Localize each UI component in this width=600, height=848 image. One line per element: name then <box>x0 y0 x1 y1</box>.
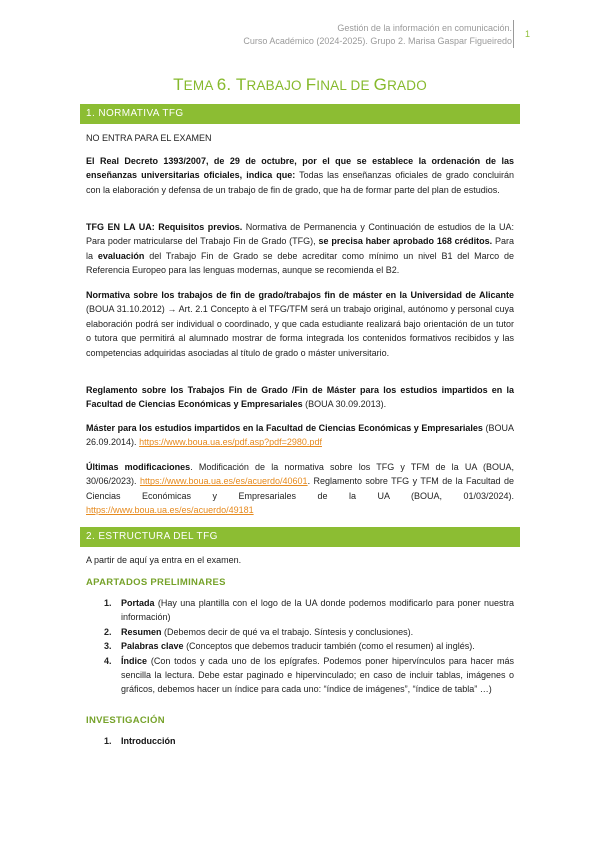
paragraph-text: Todas las enseñanzas oficiales de grado concluirán con la elaboración y defensa de un trabajo de fin de grado, que ha de formar parte del plan de estudios. <box>86 170 514 195</box>
list-apartados <box>104 596 514 697</box>
list-investigacion <box>104 734 514 748</box>
paragraph-bold: Normativa sobre los trabajos de fin de grado/trabajos fin de máster en la Universidad de Alicante <box>86 290 514 300</box>
paragraph-text: A partir de aquí ya entra en el examen. <box>86 555 242 565</box>
list-item-text: (Con todos y cada uno de los epígrafes. Podemos poner hipervínculos para hacer más sencilla la lectura. Debe estar paginado e hipervinculado; en caso de incluir tablas, imágenes o gráficos, debemos hacer un índice para cada uno: “índice de imágenes”, “índice de tabla” …) <box>121 655 514 695</box>
section-heading-normativa: 1. NORMATIVA TFG <box>80 104 520 124</box>
title-part: EMA <box>183 78 217 93</box>
section-heading-estructura: 2. ESTRUCTURA DEL TFG <box>80 527 520 547</box>
paragraph-text: (BOUA 26.09.2014). <box>86 423 514 448</box>
paragraph-bold: se precisa haber aprobado 168 créditos. <box>315 236 493 247</box>
list-item <box>104 654 514 697</box>
paragraph-text: . Reglamento sobre TFG y TFM de la Facultad de Ciencias Económicas y Empresariales de la UA (BOUA, 01/03/2024). <box>86 476 514 501</box>
paragraph-text: (BOUA 30.09.2013). <box>302 399 387 410</box>
paragraph-master <box>86 421 514 450</box>
list-number: 2. <box>104 626 112 637</box>
paragraph-bold: evaluación <box>93 250 145 261</box>
paragraph-text: . Modificación de la normativa sobre los TFG y TFM de la UA (BOUA, 30/06/2023). <box>86 462 514 487</box>
paragraph-bold: Reglamento sobre los Trabajos Fin de Grado /Fin de Máster para los estudios impartidos en la Facultad de Ciencias Económicas y Empresariales <box>86 385 514 410</box>
link-boua-acuerdo-40601[interactable]: https://www.boua.ua.es/es/acuerdo/40601 <box>139 476 308 487</box>
list-number: 4. <box>104 655 112 666</box>
list-item-bold: Portada <box>121 598 155 608</box>
link-boua-acuerdo-49181[interactable]: https://www.boua.ua.es/es/acuerdo/49181 <box>86 505 254 516</box>
paragraph-ultimas <box>86 460 514 518</box>
list-item-bold: Palabras clave <box>121 641 184 652</box>
list-item-bold: Introducción <box>121 736 176 746</box>
title-part: T <box>173 75 184 94</box>
paragraph-text: del Trabajo Fin de Grado se debe acreditar como mínimo un nivel B1 del Marco de Referencia Europeo para las lenguas modernas, aunque se recomienda el B2. <box>86 250 514 276</box>
list-item <box>104 734 514 748</box>
paragraph-intro-examen <box>86 553 514 567</box>
list-number: 1. <box>104 598 112 608</box>
list-item-text: (Debemos decir de qué va el trabajo. Síntesis y conclusiones). <box>161 626 414 637</box>
paragraph-real-decreto <box>86 154 514 197</box>
header-course-line: Gestión de la información en comunicación. <box>337 23 512 33</box>
page-number: 1 <box>524 29 530 39</box>
list-item-text: (Hay una plantilla con el logo de la UA donde podemos modificarlo para poner nuestra información) <box>121 598 514 623</box>
title-part: RADO <box>387 78 427 93</box>
title-part: F <box>305 75 317 94</box>
paragraph-reglamento <box>86 383 514 412</box>
list-item <box>104 639 514 653</box>
subheading-apartados: APARTADOS PRELIMINARES <box>86 577 226 588</box>
subheading-investigacion: INVESTIGACIÓN <box>86 715 165 726</box>
paragraph-text: NO ENTRA PARA EL EXAMEN <box>86 133 212 143</box>
paragraph-text: Normativa de Permanencia y Continuación de estudios de la UA: Para poder matricularse del Trabajo Fin de Grado (TFG), <box>86 222 514 247</box>
list-item <box>104 625 514 639</box>
paragraph-normativa-ua <box>86 288 514 360</box>
page-title <box>0 75 600 95</box>
paragraph-bold: Máster para los estudios impartidos en la Facultad de Ciencias Económicas y Empresariales <box>86 423 483 433</box>
paragraph-bold: Últimas modificaciones <box>86 462 191 472</box>
header-divider <box>513 20 514 48</box>
paragraph-text: (BOUA 31.10.2012) → Art. 2.1 Concepto à el TFG/TFM será un trabajo original, autónomo y personal cuya elaboración podrá ser individual o coordinado, y que cada estudiante realizará bajo orientación de un tutor o tutora que permitirá al alumnado mostrar de forma integrada los contenidos formativos recibidos y las competencias adquiridas asociadas al título de grado o máster universitario. <box>86 304 514 358</box>
paragraph-bold: TFG EN LA UA: Requisitos previos. <box>86 222 243 232</box>
paragraph-bold: El Real Decreto 1393/2007, de 29 de octubre, por el que se establece la ordenación de las enseñanzas universitarias oficiales, indica que: <box>86 156 514 181</box>
link-boua-pdf[interactable]: https://www.boua.ua.es/pdf.asp?pdf=2980.pdf <box>139 437 322 448</box>
list-item-bold: Índice <box>121 655 148 666</box>
paragraph-text: Para la <box>86 236 515 261</box>
header-group-line: Curso Académico (2024-2025). Grupo 2. Marisa Gaspar Figueiredo <box>243 36 512 46</box>
list-number: 3. <box>104 641 112 652</box>
title-part: RABAJO <box>246 78 306 93</box>
title-part: G <box>373 75 388 94</box>
paragraph-no-examen <box>86 131 514 145</box>
list-number: 1. <box>104 736 112 746</box>
running-header <box>243 22 512 48</box>
paragraph-tfg-ua <box>86 220 514 278</box>
title-part: INAL DE <box>316 78 374 93</box>
title-part: 6. T <box>216 75 247 94</box>
list-item <box>104 596 514 625</box>
list-item-text: (Conceptos que debemos traducir también (como el resumen) al inglés). <box>183 641 475 652</box>
list-item-bold: Resumen <box>121 626 162 637</box>
